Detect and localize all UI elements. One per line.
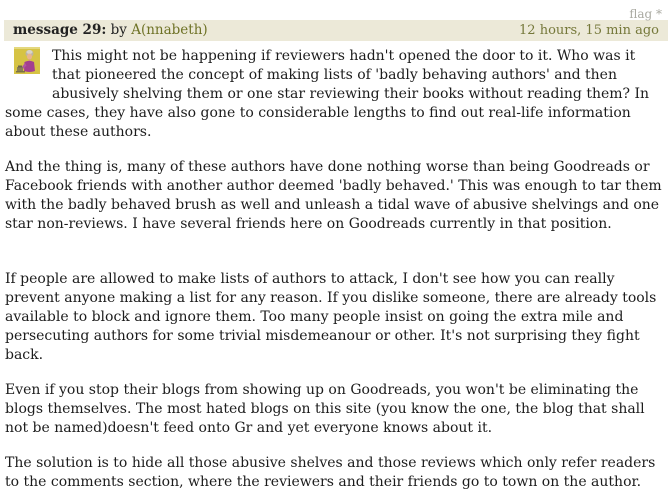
message-paragraph: The solution is to hide all those abusive shelves and those reviews which only refer readers to the comments section, where the reviewers and their friends go to town on the author. bbox=[5, 455, 656, 490]
message-header-left bbox=[13, 22, 208, 38]
flag-link[interactable]: flag * bbox=[629, 7, 662, 21]
message-body bbox=[0, 41, 671, 492]
message-paragraph: Even if you stop their blogs from showing up on Goodreads, you won't be eliminating the blogs themselves. The most hated blogs on this site (you know the one, the blog that shall not be named)doesn't feed onto Gr and yet everyone knows about it. bbox=[5, 382, 645, 436]
flag-row bbox=[0, 0, 671, 20]
by-label: by bbox=[110, 22, 127, 38]
message-paragraph: If people are allowed to make lists of authors to attack, I don't see how you can really prevent anyone making a list for any reason. If you dislike someone, there are already tools available to block and ignore them. Too many people insist on going the extra mile and persecuting authors for some trivial misdemeanour or other. It's not surprising they fight back. bbox=[5, 271, 657, 363]
message-paragraph: This might not be happening if reviewers hadn't opened the door to it. Who was it that pioneered the concept of making lists of 'badly behaving authors' and then abusively shelving them or one star reviewing their books without reading them? In some cases, they have also gone to considerable lengths to find out real-life information about these authors. bbox=[5, 48, 650, 140]
message-paragraph: And the thing is, many of these authors have done nothing worse than being Goodreads or Facebook friends with another author deemed 'badly behaved.' This was enough to tar them with the badly behaved brush as well and unleash a tidal wave of abusive shelvings and one star non-reviews. I have several friends here on Goodreads currently in that position. bbox=[5, 159, 662, 232]
message-number-label: message 29: bbox=[13, 22, 107, 38]
author-link[interactable]: A(nnabeth) bbox=[131, 22, 208, 38]
timestamp: 12 hours, 15 min ago bbox=[519, 22, 659, 38]
message-header bbox=[4, 20, 668, 41]
user-avatar[interactable] bbox=[14, 47, 40, 74]
